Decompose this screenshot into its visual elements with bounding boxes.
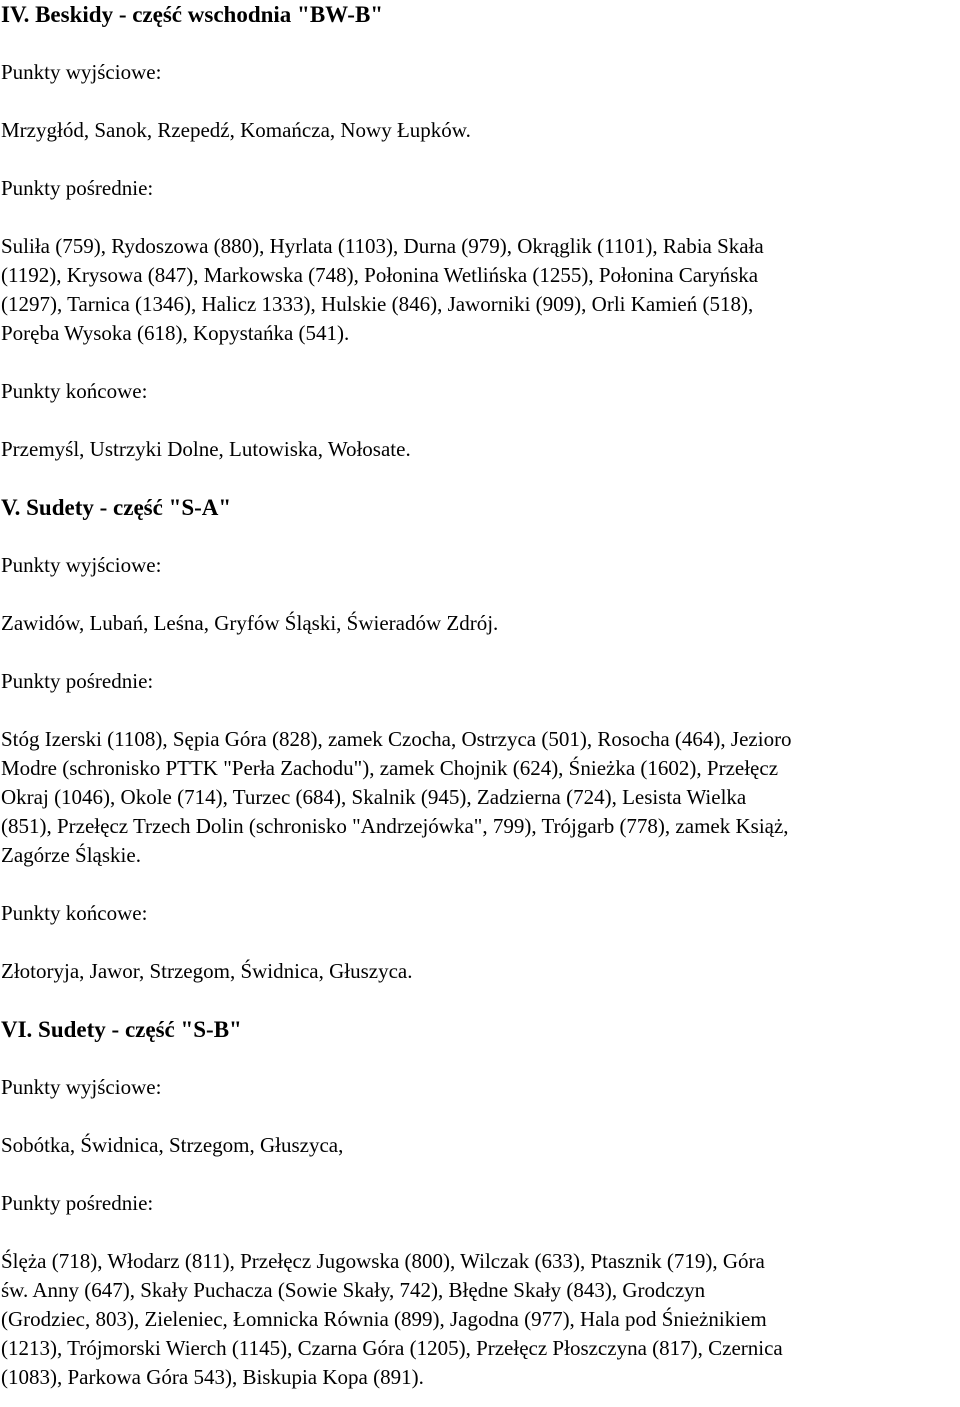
start-points-label: Punkty wyjściowe: (1, 1075, 162, 1099)
end-points-text: Przemyśl, Ustrzyki Dolne, Lutowiska, Wołosate. (1, 437, 411, 461)
text-line: Okraj (1046), Okole (714), Turzec (684), Skalnik (945), Zadzierna (724), Lesista Wielka (1, 785, 747, 809)
mid-points-label: Punkty pośrednie: (1, 176, 154, 200)
mid-points-label: Punkty pośrednie: (1, 1191, 154, 1215)
mid-points-text (1, 1247, 959, 1392)
text-line: Zagórze Śląskie. (1, 843, 141, 867)
mid-points-text (1, 725, 959, 870)
end-points-text: Złotoryja, Jawor, Strzegom, Świdnica, Głuszyca. (1, 959, 413, 983)
text-line: (1083), Parkowa Góra 543), Biskupia Kopa (891). (1, 1365, 424, 1389)
text-line: Suliła (759), Rydoszowa (880), Hyrlata (1103), Durna (979), Okrąglik (1101), Rabia Skała (1, 234, 764, 258)
section-heading: IV. Beskidy - część wschodnia "BW-B" (1, 2, 384, 27)
start-points-text: Mrzygłód, Sanok, Rzepedź, Komańcza, Nowy Łupków. (1, 118, 471, 142)
section-heading: VI. Sudety - część "S-B" (1, 1017, 242, 1042)
mid-points-text (1, 232, 959, 348)
section-iv (1, 0, 959, 493)
text-line: Poręba Wysoka (618), Kopystańka (541). (1, 321, 350, 345)
document-page (1, 0, 959, 1392)
start-points-text: Sobótka, Świdnica, Strzegom, Głuszyca, (1, 1133, 344, 1157)
text-line: Stóg Izerski (1108), Sępia Góra (828), zamek Czocha, Ostrzyca (501), Rosocha (464), Jezioro (1, 727, 792, 751)
end-points-label: Punkty końcowe: (1, 901, 148, 925)
section-heading: V. Sudety - część "S-A" (1, 495, 232, 520)
section-v (1, 493, 959, 1015)
text-line: Modre (schronisko PTTK "Perła Zachodu"), zamek Chojnik (624), Śnieżka (1602), Przełęcz (1, 756, 779, 780)
start-points-text: Zawidów, Lubań, Leśna, Gryfów Śląski, Świeradów Zdrój. (1, 611, 499, 635)
end-points-label: Punkty końcowe: (1, 379, 148, 403)
text-line: (851), Przełęcz Trzech Dolin (schronisko "Andrzejówka", 799), Trójgarb (778), zamek Książ, (1, 814, 789, 838)
text-line: Ślęża (718), Włodarz (811), Przełęcz Jugowska (800), Wilczak (633), Ptasznik (719), Góra (1, 1249, 765, 1273)
section-vi (1, 1015, 959, 1392)
start-points-label: Punkty wyjściowe: (1, 553, 162, 577)
text-line: (1297), Tarnica (1346), Halicz 1333), Hulskie (846), Jaworniki (909), Orli Kamień (518), (1, 292, 754, 316)
text-line: św. Anny (647), Skały Puchacza (Sowie Skały, 742), Błędne Skały (843), Grodczyn (1, 1278, 706, 1302)
text-line: (1213), Trójmorski Wierch (1145), Czarna Góra (1205), Przełęcz Płoszczyna (817), Czernica (1, 1336, 783, 1360)
mid-points-label: Punkty pośrednie: (1, 669, 154, 693)
text-line: (Grodziec, 803), Zieleniec, Łomnicka Równia (899), Jagodna (977), Hala pod Śnieżnikiem (1, 1307, 767, 1331)
start-points-label: Punkty wyjściowe: (1, 60, 162, 84)
text-line: (1192), Krysowa (847), Markowska (748), Połonina Wetlińska (1255), Połonina Caryńska (1, 263, 759, 287)
